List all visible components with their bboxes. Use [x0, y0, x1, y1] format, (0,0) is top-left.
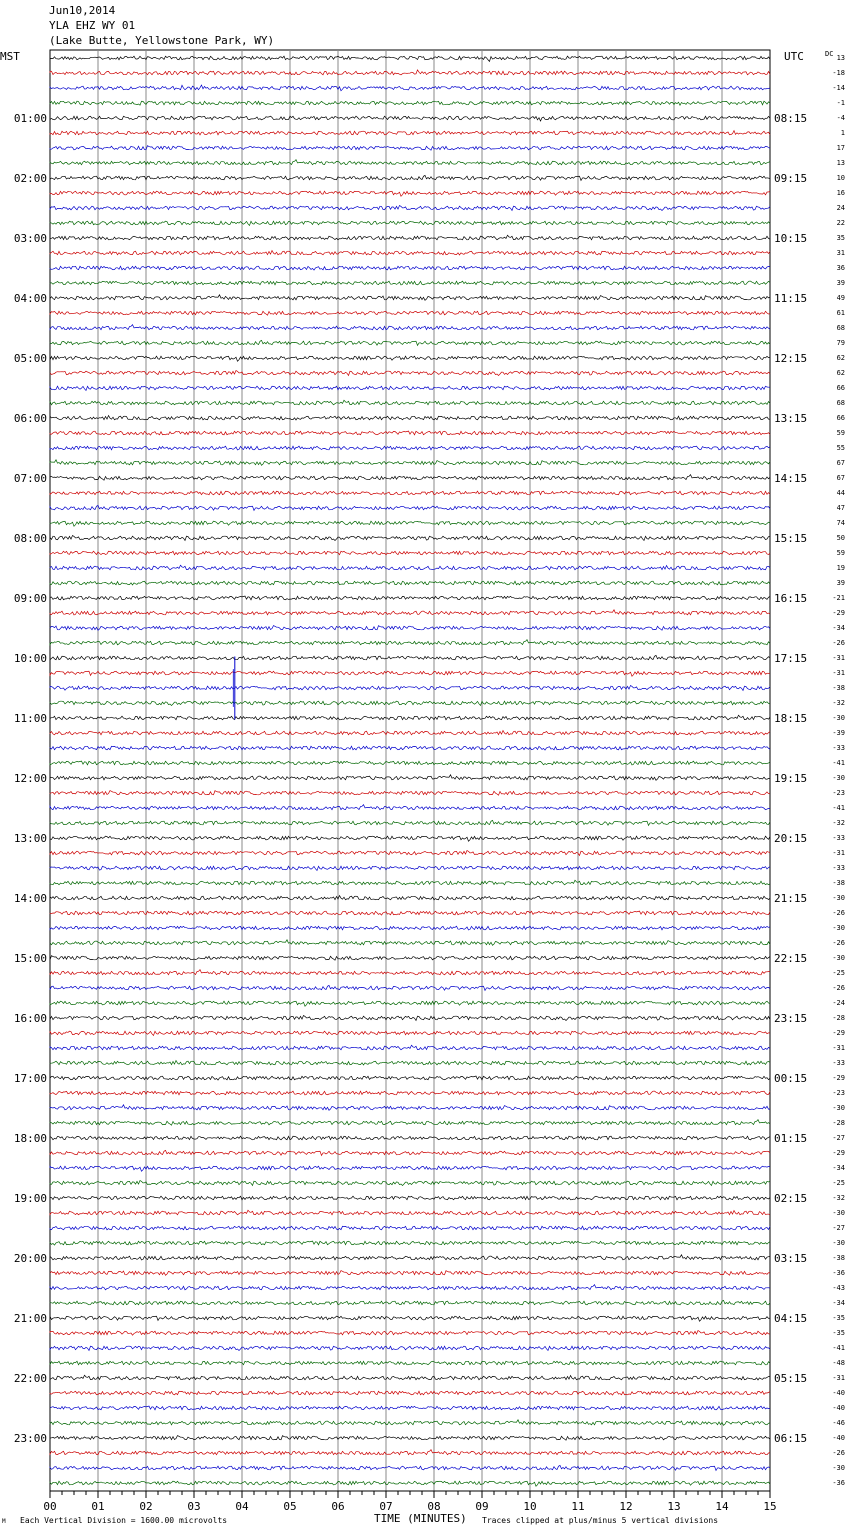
seismic-trace — [50, 386, 770, 390]
x-tick-label: 10 — [523, 1500, 537, 1513]
right-hour-label: 18:15 — [774, 712, 808, 725]
dc-offset: 31 — [836, 249, 845, 257]
seismic-trace — [50, 1300, 770, 1304]
left-hour-label: 13:00 — [13, 832, 47, 845]
dc-offset-labels — [832, 54, 845, 1487]
seismic-trace — [50, 1150, 770, 1155]
dc-offset: 47 — [836, 504, 845, 512]
seismic-trace — [50, 160, 770, 165]
right-hour-label: 16:15 — [774, 592, 808, 605]
dc-offset: 50 — [836, 534, 845, 542]
dc-offset: -32 — [832, 1194, 845, 1202]
plot-date: Jun10,2014 — [49, 4, 116, 17]
seismic-trace — [50, 1181, 770, 1186]
seismic-trace — [50, 655, 770, 659]
seismic-trace — [50, 131, 770, 135]
dc-offset: -40 — [832, 1434, 845, 1442]
x-tick-label: 05 — [283, 1500, 297, 1513]
dc-offset: -4 — [836, 114, 845, 122]
seismic-trace — [50, 175, 770, 180]
seismic-trace — [50, 191, 770, 196]
dc-offset: 13 — [836, 54, 845, 62]
right-hour-label: 04:15 — [774, 1312, 808, 1325]
seismic-trace — [50, 1285, 770, 1290]
seismic-trace — [50, 866, 770, 870]
dc-offset: -33 — [832, 864, 845, 872]
dc-offset: -25 — [832, 1179, 845, 1187]
dc-offset: -43 — [832, 1284, 845, 1292]
dc-offset: -23 — [832, 1089, 845, 1097]
x-tick-label: 00 — [43, 1500, 57, 1513]
seismic-trace — [50, 551, 770, 555]
seismic-trace — [50, 640, 770, 645]
dc-offset: -33 — [832, 1059, 845, 1067]
dc-offset: -41 — [832, 804, 845, 812]
x-tick-label: 04 — [235, 1500, 249, 1513]
dc-offset: -31 — [832, 1374, 845, 1382]
dc-offset: -38 — [832, 684, 845, 692]
seismic-trace — [50, 820, 770, 825]
seismic-trace — [50, 985, 770, 990]
x-axis — [43, 1491, 776, 1513]
seismic-trace — [50, 1105, 770, 1111]
seismic-trace — [50, 1331, 770, 1336]
dc-offset: 10 — [836, 174, 845, 182]
left-hour-label: 16:00 — [13, 1012, 47, 1025]
dc-offset: -1 — [836, 99, 845, 107]
seismic-trace — [50, 701, 770, 705]
seismic-trace — [50, 880, 770, 885]
dc-offset: -34 — [832, 1164, 845, 1172]
dc-offset: -30 — [832, 924, 845, 932]
seismic-trace — [50, 1255, 770, 1260]
seismic-trace — [50, 1016, 770, 1021]
dc-offset: -31 — [832, 654, 845, 662]
corner-mark: M — [2, 1518, 6, 1525]
dc-offset: 68 — [836, 324, 845, 332]
right-hour-label: 13:15 — [774, 412, 808, 425]
right-hour-label: 00:15 — [774, 1072, 808, 1085]
seismic-trace — [50, 1091, 770, 1095]
dc-offset: -38 — [832, 879, 845, 887]
dc-offset: -24 — [832, 999, 845, 1007]
seismic-traces — [50, 56, 770, 1486]
seismic-trace — [50, 671, 770, 676]
seismic-trace — [50, 686, 770, 691]
dc-offset: -35 — [832, 1314, 845, 1322]
seismic-trace — [50, 356, 770, 361]
seismic-trace — [50, 1420, 770, 1426]
seismic-trace — [50, 340, 770, 345]
seismic-trace — [50, 836, 770, 841]
right-hour-label: 22:15 — [774, 952, 808, 965]
seismic-trace — [50, 715, 770, 720]
x-tick-label: 01 — [91, 1500, 105, 1513]
x-tick-label: 11 — [571, 1500, 585, 1513]
dc-offset: 35 — [836, 234, 845, 242]
dc-offset: 44 — [836, 489, 845, 497]
seismic-trace — [50, 416, 770, 421]
seismic-trace — [50, 565, 770, 570]
dc-offset: -34 — [832, 624, 845, 632]
right-hour-label: 02:15 — [774, 1192, 808, 1205]
right-hour-label: 20:15 — [774, 832, 808, 845]
dc-offset: -48 — [832, 1359, 845, 1367]
dc-offset: -30 — [832, 714, 845, 722]
right-hour-label: 14:15 — [774, 472, 808, 485]
right-hour-label: 06:15 — [774, 1432, 808, 1445]
dc-offset: 59 — [836, 429, 845, 437]
seismic-trace — [50, 1346, 770, 1350]
dc-offset: -18 — [832, 69, 845, 77]
right-hour-label: 21:15 — [774, 892, 808, 905]
seismic-trace — [50, 431, 770, 435]
seismic-trace — [50, 475, 770, 481]
left-hour-label: 18:00 — [13, 1132, 47, 1145]
left-hour-labels — [14, 112, 47, 1445]
dc-offset: -27 — [832, 1224, 845, 1232]
dc-offset: -26 — [832, 1449, 845, 1457]
right-hour-label: 15:15 — [774, 532, 808, 545]
dc-offset: -31 — [832, 1044, 845, 1052]
left-hour-label: 12:00 — [13, 772, 47, 785]
seismic-trace — [50, 775, 770, 781]
dc-offset: -31 — [832, 849, 845, 857]
right-hour-label: 08:15 — [774, 112, 808, 125]
left-hour-label: 01:00 — [13, 112, 47, 125]
seismic-trace — [50, 1465, 770, 1470]
left-hour-label: 20:00 — [13, 1252, 47, 1265]
dc-offset: -38 — [832, 1254, 845, 1262]
dc-offset: -28 — [832, 1014, 845, 1022]
left-hour-label: 08:00 — [13, 532, 47, 545]
seismic-trace — [50, 70, 770, 75]
right-hour-label: 23:15 — [774, 1012, 808, 1025]
dc-offset: 36 — [836, 264, 845, 272]
seismic-trace — [50, 371, 770, 376]
seismic-trace — [50, 325, 770, 330]
left-hour-label: 02:00 — [13, 172, 47, 185]
dc-offset: -33 — [832, 744, 845, 752]
seismic-trace — [50, 1271, 770, 1276]
seismic-trace — [50, 1436, 770, 1441]
seismic-trace — [50, 791, 770, 796]
seismic-trace — [50, 146, 770, 151]
seismic-trace — [50, 581, 770, 585]
dc-offset: -35 — [832, 1329, 845, 1337]
right-hour-label: 09:15 — [774, 172, 808, 185]
left-hour-label: 17:00 — [13, 1072, 47, 1085]
left-timezone-label: MST — [0, 50, 20, 63]
seismic-trace — [50, 851, 770, 856]
dc-offset: 59 — [836, 549, 845, 557]
x-tick-label: 07 — [379, 1500, 393, 1513]
dc-offset: 16 — [836, 189, 845, 197]
dc-offset: -26 — [832, 939, 845, 947]
dc-offset: 62 — [836, 369, 845, 377]
seismic-trace — [50, 505, 770, 510]
seismic-trace — [50, 896, 770, 901]
seismic-trace — [50, 446, 770, 450]
dc-offset: 39 — [836, 579, 845, 587]
dc-offset: 13 — [836, 159, 845, 167]
dc-offset: -31 — [832, 669, 845, 677]
clipping-note: Traces clipped at plus/minus 5 vertical divisions — [482, 1516, 719, 1525]
station-id: YLA EHZ WY 01 — [49, 19, 136, 32]
left-hour-label: 23:00 — [13, 1432, 47, 1445]
seismic-trace — [50, 235, 770, 240]
seismic-trace — [50, 761, 770, 765]
seismic-trace — [50, 1210, 770, 1215]
right-hour-label: 11:15 — [774, 292, 808, 305]
seismic-trace — [50, 521, 770, 526]
dc-offset: -34 — [832, 1299, 845, 1307]
seismic-trace — [50, 1450, 770, 1455]
left-hour-label: 06:00 — [13, 412, 47, 425]
seismic-trace — [50, 626, 770, 631]
dc-offset: -30 — [832, 1104, 845, 1112]
left-hour-label: 21:00 — [13, 1312, 47, 1325]
dc-offset: -29 — [832, 609, 845, 617]
right-hour-label: 01:15 — [774, 1132, 808, 1145]
right-hour-label: 12:15 — [774, 352, 808, 365]
dc-offset: -40 — [832, 1404, 845, 1412]
dc-offset: -26 — [832, 639, 845, 647]
seismic-trace — [50, 926, 770, 930]
seismic-trace — [50, 746, 770, 750]
seismic-trace — [50, 956, 770, 961]
dc-offset: 55 — [836, 444, 845, 452]
seismic-trace — [50, 295, 770, 301]
dc-offset: 66 — [836, 384, 845, 392]
dc-offset: -30 — [832, 1464, 845, 1472]
dc-offset: 39 — [836, 279, 845, 287]
right-hour-label: 17:15 — [774, 652, 808, 665]
dc-offset: -29 — [832, 1074, 845, 1082]
dc-offset: -27 — [832, 1134, 845, 1142]
seismic-trace — [50, 1061, 770, 1066]
dc-offset: -46 — [832, 1419, 845, 1427]
dc-offset: -29 — [832, 1029, 845, 1037]
seismic-trace — [50, 1031, 770, 1035]
dc-offset: 19 — [836, 564, 845, 572]
dc-offset: -25 — [832, 969, 845, 977]
dc-offset: -41 — [832, 759, 845, 767]
seismic-trace — [50, 85, 770, 91]
dc-offset: -30 — [832, 954, 845, 962]
right-hour-label: 05:15 — [774, 1372, 808, 1385]
seismic-trace — [50, 1120, 770, 1126]
dc-offset: -30 — [832, 1239, 845, 1247]
dc-offset: -39 — [832, 729, 845, 737]
seismic-trace — [50, 731, 770, 736]
right-hour-label: 10:15 — [774, 232, 808, 245]
seismic-trace — [50, 940, 770, 946]
x-tick-label: 14 — [715, 1500, 729, 1513]
seismic-trace — [50, 281, 770, 285]
x-tick-label: 13 — [667, 1500, 681, 1513]
left-hour-label: 14:00 — [13, 892, 47, 905]
dc-offset: 67 — [836, 459, 845, 467]
seismic-trace — [50, 1076, 770, 1080]
dc-offset: 68 — [836, 399, 845, 407]
right-hour-labels — [774, 112, 807, 1445]
right-hour-label: 19:15 — [774, 772, 808, 785]
x-tick-label: 03 — [187, 1500, 201, 1513]
seismic-trace — [50, 206, 770, 211]
dc-offset: 61 — [836, 309, 845, 317]
dc-offset: -36 — [832, 1269, 845, 1277]
dc-offset: -36 — [832, 1479, 845, 1487]
seismic-trace — [50, 610, 770, 615]
x-tick-label: 09 — [475, 1500, 489, 1513]
seismic-trace — [50, 1361, 770, 1365]
x-tick-label: 02 — [139, 1500, 153, 1513]
dc-offset: -30 — [832, 1209, 845, 1217]
left-hour-label: 11:00 — [13, 712, 47, 725]
dc-offset: -23 — [832, 789, 845, 797]
seismic-trace — [50, 311, 770, 315]
seismic-trace — [50, 56, 770, 61]
dc-offset: -21 — [832, 594, 845, 602]
left-hour-label: 03:00 — [13, 232, 47, 245]
x-axis-title: TIME (MINUTES) — [374, 1512, 467, 1525]
seismic-trace — [50, 1316, 770, 1321]
seismic-trace — [50, 1045, 770, 1050]
seismic-trace — [50, 251, 770, 256]
seismic-trace — [50, 491, 770, 495]
seismic-trace — [50, 536, 770, 541]
seismic-trace — [50, 1226, 770, 1230]
dc-offset: 1 — [840, 129, 845, 137]
seismic-trace — [50, 221, 770, 225]
dc-offset: 66 — [836, 414, 845, 422]
dc-offset: -32 — [832, 699, 845, 707]
dc-offset: 49 — [836, 294, 845, 302]
seismic-trace — [50, 1481, 770, 1486]
seismic-trace — [50, 1406, 770, 1410]
dc-offset: -26 — [832, 984, 845, 992]
x-tick-label: 15 — [763, 1500, 777, 1513]
dc-offset: -14 — [832, 84, 845, 92]
dc-offset: 79 — [836, 339, 845, 347]
dc-offset: -41 — [832, 1344, 845, 1352]
left-hour-label: 07:00 — [13, 472, 47, 485]
right-timezone-label: UTC — [784, 50, 804, 63]
station-location: (Lake Butte, Yellowstone Park, WY) — [49, 34, 275, 47]
dc-offset: 22 — [836, 219, 845, 227]
x-tick-label: 06 — [331, 1500, 345, 1513]
seismic-trace — [50, 1166, 770, 1171]
seismic-trace — [50, 1375, 770, 1380]
vertical-scale-note: Each Vertical Division = 1600.00 microvolts — [20, 1516, 228, 1525]
dc-offset: -40 — [832, 1389, 845, 1397]
left-hour-label: 09:00 — [13, 592, 47, 605]
seismic-trace — [50, 805, 770, 810]
dc-header-label: DC — [825, 50, 834, 58]
seismic-trace — [50, 1196, 770, 1200]
seismic-trace — [50, 1391, 770, 1395]
dc-offset: -30 — [832, 894, 845, 902]
dc-offset: -26 — [832, 909, 845, 917]
dc-offset: 74 — [836, 519, 845, 527]
x-tick-label: 12 — [619, 1500, 633, 1513]
seismic-trace — [50, 460, 770, 466]
x-tick-label: 08 — [427, 1500, 441, 1513]
seismic-trace — [50, 400, 770, 405]
left-hour-label: 05:00 — [13, 352, 47, 365]
seismic-trace — [50, 970, 770, 975]
seismic-trace — [50, 266, 770, 270]
right-hour-label: 03:15 — [774, 1252, 808, 1265]
left-hour-label: 10:00 — [13, 652, 47, 665]
dc-offset: 17 — [836, 144, 845, 152]
dc-offset: -32 — [832, 819, 845, 827]
seismic-trace — [50, 596, 770, 600]
left-hour-label: 04:00 — [13, 292, 47, 305]
seismic-trace — [50, 1001, 770, 1006]
dc-offset: -30 — [832, 774, 845, 782]
dc-offset: 24 — [836, 204, 845, 212]
left-hour-label: 22:00 — [13, 1372, 47, 1385]
seismic-trace — [50, 1136, 770, 1140]
dc-offset: 62 — [836, 354, 845, 362]
left-hour-label: 19:00 — [13, 1192, 47, 1205]
seismic-trace — [50, 116, 770, 121]
dc-offset: -28 — [832, 1119, 845, 1127]
dc-offset: -29 — [832, 1149, 845, 1157]
seismic-trace — [50, 101, 770, 105]
left-hour-label: 15:00 — [13, 952, 47, 965]
seismic-trace — [50, 911, 770, 915]
dc-offset: 67 — [836, 474, 845, 482]
dc-offset: -33 — [832, 834, 845, 842]
seismic-trace — [50, 1241, 770, 1245]
